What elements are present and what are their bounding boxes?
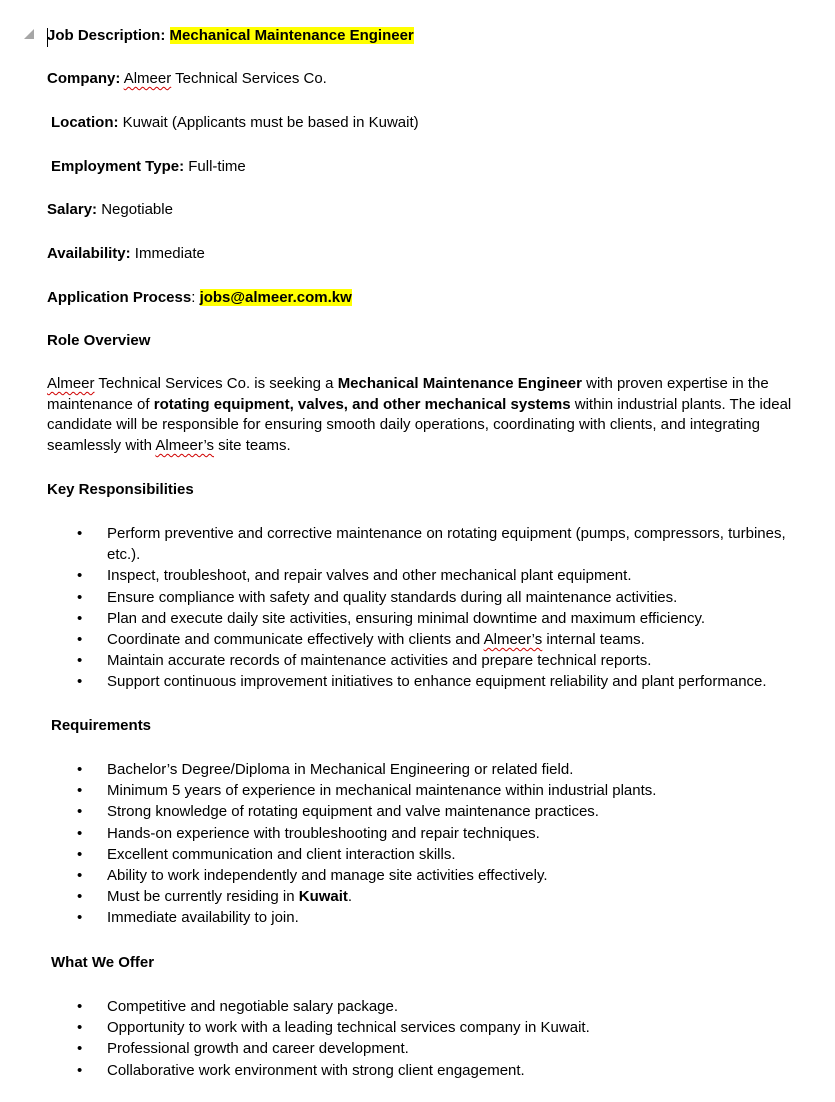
role-title-bold: Mechanical Maintenance Engineer [337, 375, 582, 392]
job-description-label: Job Description: [47, 27, 166, 44]
list-item [77, 865, 817, 886]
list-item-text: Opportunity to work with a leading technical services company in Kuwait. [107, 1019, 590, 1037]
list-item [77, 587, 817, 608]
list-item [77, 759, 817, 780]
list-item-text-end: . [347, 888, 353, 906]
bullet-icon: • [77, 1040, 83, 1058]
role-overview-paragraph [47, 374, 807, 457]
list-item-text: Coordinate and communicate effectively with clients and [107, 631, 484, 649]
requirements-heading: Requirements [51, 717, 152, 734]
bullet-icon: • [77, 998, 83, 1015]
salary-line [47, 200, 173, 220]
company-name-rest: Technical Services Co. [171, 70, 327, 87]
application-colon: : [191, 289, 200, 306]
bullet-icon: • [77, 782, 83, 800]
list-item-text: Ensure compliance with safety and quality standards during all maintenance activities. [107, 588, 678, 606]
role-text-1: Technical Services Co. is seeking a [94, 375, 338, 392]
company-label: Company: [47, 70, 121, 87]
availability-value: Immediate [130, 245, 205, 262]
list-item [77, 565, 817, 586]
list-item-text: Hands-on experience with troubleshooting and repair techniques. [107, 824, 540, 842]
list-item-text: Support continuous improvement initiatives to enhance equipment reliability and plant performance. [107, 673, 767, 691]
salary-label: Salary: [47, 201, 98, 218]
list-item [77, 996, 817, 1017]
list-item [77, 629, 817, 650]
employment-line [51, 157, 246, 177]
location-line [51, 113, 419, 133]
company-name-misspelled: Almeer [123, 70, 172, 87]
list-item [77, 844, 817, 865]
role-text-3: within industrial plants. The ideal candidate will be responsible for ensuring smooth daily operations, coordinating with clients, and integrating seamlessly with [47, 395, 792, 455]
application-label: Application Process [47, 289, 192, 306]
bullet-icon: • [77, 525, 83, 542]
role-almeer-misspelled: Almeer [47, 375, 95, 392]
bullet-icon: • [77, 1061, 83, 1079]
list-item-text: Minimum 5 years of experience in mechanical maintenance within industrial plants. [107, 782, 657, 800]
bullet-icon: • [77, 888, 83, 906]
bullet-icon: • [77, 631, 83, 649]
list-item [77, 886, 817, 907]
bullet-icon: • [77, 588, 83, 606]
bullet-icon: • [77, 567, 83, 585]
bullet-icon: • [77, 1019, 83, 1037]
role-almeers-misspelled: Almeer’s [155, 437, 215, 455]
what-we-offer-heading: What We Offer [51, 954, 155, 971]
application-line [47, 288, 352, 308]
responsibilities-list [77, 523, 817, 693]
list-item [77, 650, 817, 671]
list-item [77, 608, 817, 629]
list-item-text: Maintain accurate records of maintenance activities and prepare technical reports. [107, 652, 652, 670]
offer-list [77, 996, 817, 1081]
job-description-line [47, 26, 414, 46]
list-item [77, 1038, 817, 1059]
bullet-icon: • [77, 673, 83, 691]
bullet-icon: • [77, 761, 83, 778]
role-text-2: with proven expertise in the maintenance of [47, 375, 769, 413]
list-item [77, 801, 817, 822]
list-item [77, 780, 817, 801]
role-text-4: site teams. [214, 437, 291, 455]
list-item-text: Competitive and negotiable salary package. [107, 998, 399, 1015]
employment-value: Full-time [184, 158, 246, 175]
list-item [77, 1017, 817, 1038]
availability-line [47, 244, 205, 264]
list-item-text: Ability to work independently and manage site activities effectively. [107, 867, 548, 885]
list-item-text: Inspect, troubleshoot, and repair valves and other mechanical plant equipment. [107, 567, 632, 585]
list-item-text: Bachelor’s Degree/Diploma in Mechanical Engineering or related field. [107, 761, 574, 778]
location-label: Location: [51, 114, 119, 131]
list-item-text: Immediate availability to join. [107, 909, 299, 927]
list-item-text: Collaborative work environment with strong client engagement. [107, 1061, 525, 1079]
list-item-text: Strong knowledge of rotating equipment and valve maintenance practices. [107, 803, 599, 821]
bullet-icon: • [77, 652, 83, 670]
bullet-icon: • [77, 845, 83, 863]
bullet-icon: • [77, 609, 83, 627]
list-item-text: Perform preventive and corrective maintenance on rotating equipment (pumps, compressors, turbines, etc.). [107, 525, 786, 564]
employment-label: Employment Type: [51, 158, 185, 175]
list-almeers-misspelled: Almeer’s [483, 631, 543, 649]
list-item [77, 523, 817, 565]
key-responsibilities-heading: Key Responsibilities [47, 481, 194, 498]
list-item-text: Excellent communication and client interaction skills. [107, 845, 456, 863]
list-item-text: Must be currently residing in [107, 888, 299, 906]
job-title: Mechanical Maintenance Engineer [169, 27, 414, 44]
collapse-triangle-icon[interactable] [24, 29, 34, 39]
role-equipment-bold: rotating equipment, valves, and other mechanical systems [153, 395, 571, 413]
role-overview-heading: Role Overview [47, 332, 151, 349]
list-item [77, 823, 817, 844]
salary-value: Negotiable [97, 201, 173, 218]
bullet-icon: • [77, 867, 83, 885]
location-value: Kuwait (Applicants must be based in Kuwait) [118, 114, 419, 131]
bullet-icon: • [77, 803, 83, 821]
company-line [47, 69, 327, 89]
list-item [77, 907, 817, 928]
kuwait-bold: Kuwait [298, 888, 348, 906]
list-item-text-end: internal teams. [542, 631, 645, 649]
list-item [77, 671, 817, 692]
requirements-list [77, 759, 817, 929]
availability-label: Availability: [47, 245, 131, 262]
bullet-icon: • [77, 824, 83, 842]
application-email-link[interactable]: jobs@almeer.com.kw [199, 289, 352, 306]
list-item-text: Plan and execute daily site activities, ensuring minimal downtime and maximum efficiency. [107, 609, 706, 627]
list-item [77, 1060, 817, 1081]
bullet-icon: • [77, 909, 83, 927]
list-item-text: Professional growth and career development. [107, 1040, 409, 1058]
